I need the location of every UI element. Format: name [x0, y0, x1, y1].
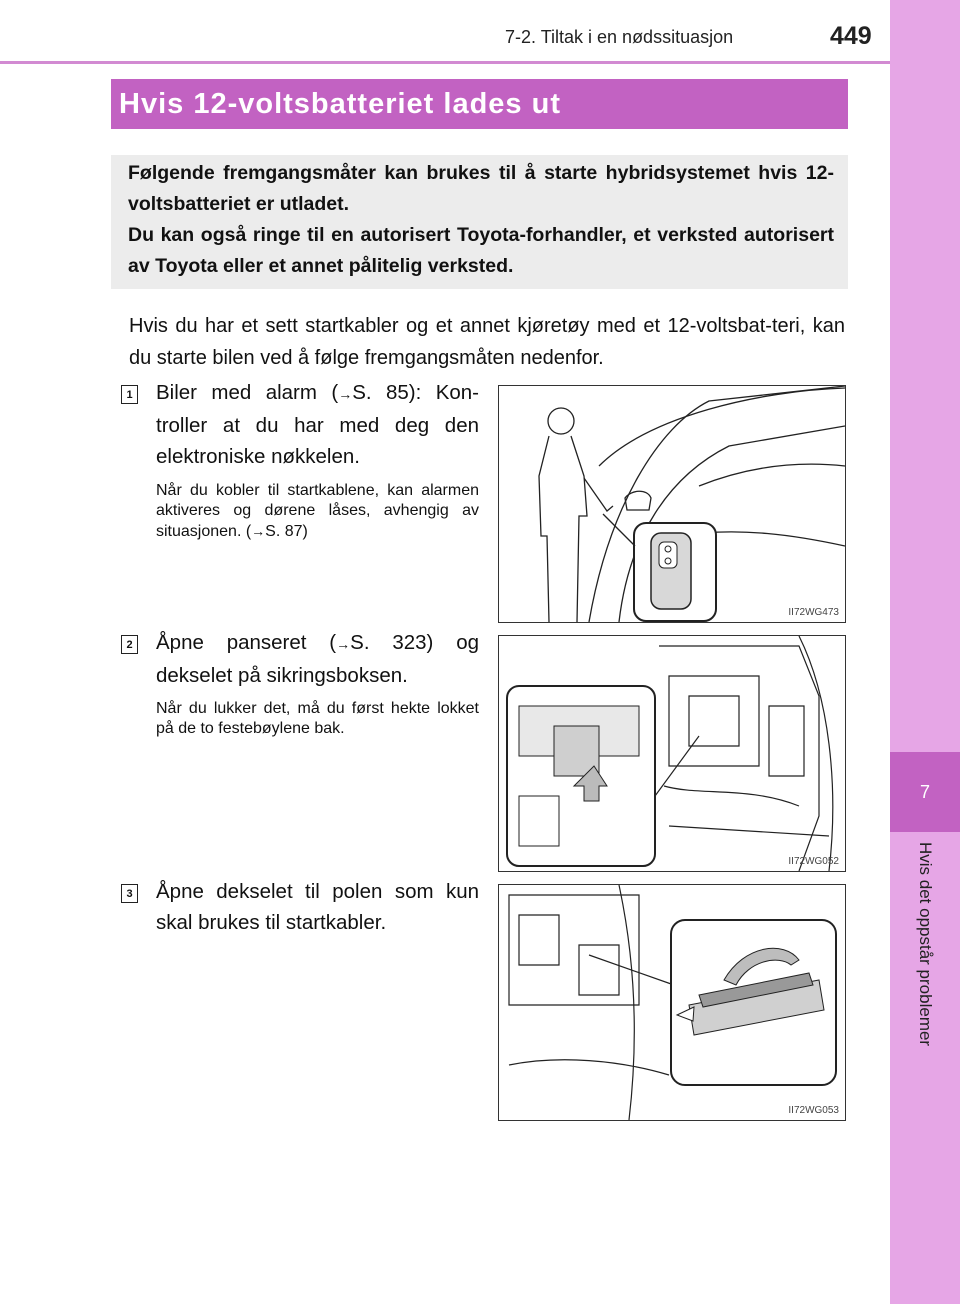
figure-code-3: II72WG053 — [788, 1105, 839, 1116]
figure-code-1: II72WG473 — [788, 607, 839, 618]
step-note-1 — [156, 481, 479, 542]
step-1-note-end: S. 87) — [265, 523, 308, 540]
page-number: 449 — [830, 22, 872, 50]
arrow-icon: → — [336, 636, 351, 652]
intro-paragraph-1: Følgende fremgangsmåter kan brukes til å starte hybridsystemet hvis 12-voltsbatteriet er utladet. — [128, 162, 834, 215]
arrow-icon: → — [251, 523, 266, 539]
step-text-1 — [156, 377, 479, 472]
section-title: Hvis 12-voltsbatteriet lades ut — [111, 79, 848, 129]
step-2-text-start: Åpne panseret ( — [156, 631, 337, 654]
chapter-number-tab: 7 — [890, 752, 960, 832]
step-text-2 — [156, 627, 479, 691]
figure-fusebox-illustration — [498, 635, 846, 872]
step-number-2: 2 — [121, 635, 138, 654]
chapter-title-tab: Hvis det oppstår problemer — [916, 842, 935, 1047]
figure-key-illustration — [498, 385, 846, 623]
step-1-note-start: Når du kobler til startkablene, kan alarmen aktiveres og dørene låses, avhengig av situasjonen. ( — [156, 482, 479, 540]
figure-terminal-cover-illustration — [498, 884, 846, 1121]
arrow-icon: → — [338, 386, 353, 402]
step-number-1: 1 — [121, 385, 138, 404]
side-tab — [890, 0, 960, 1304]
step-text-3: Åpne dekselet til polen som kun skal brukes til startkabler. — [156, 880, 479, 934]
intro-paragraph-2: Du kan også ringe til en autorisert Toyota-forhandler, et verksted autorisert av Toyota eller et annet pålitelig verksted. — [128, 224, 834, 277]
car-door-key-drawing — [499, 386, 845, 622]
intro-box — [111, 155, 848, 289]
figure-code-2: II72WG052 — [788, 856, 839, 867]
step-1-text-end: S. 85): Kon-troller at du har med deg den elektroniske nøkkelen. — [156, 381, 480, 468]
step-note-2: Når du lukker det, må du først hekte lokket på de to festebøylene bak. — [156, 700, 479, 737]
step-1-text-start: Biler med alarm ( — [156, 381, 339, 404]
running-title: 7-2. Tiltak i en nødssituasjon — [505, 27, 734, 47]
step-number-3: 3 — [121, 884, 138, 903]
engine-fusebox-drawing — [499, 636, 845, 871]
body-paragraph: Hvis du har et sett startkabler og et annet kjøretøy med et 12-voltsbat-teri, kan du starte bilen ved å følge fremgangsmåten nedenfor. — [129, 315, 845, 369]
terminal-cover-drawing — [499, 885, 845, 1120]
step-2-text-end: S. 323) og dekselet på sikringsboksen. — [156, 631, 479, 687]
header-rule — [0, 61, 890, 64]
